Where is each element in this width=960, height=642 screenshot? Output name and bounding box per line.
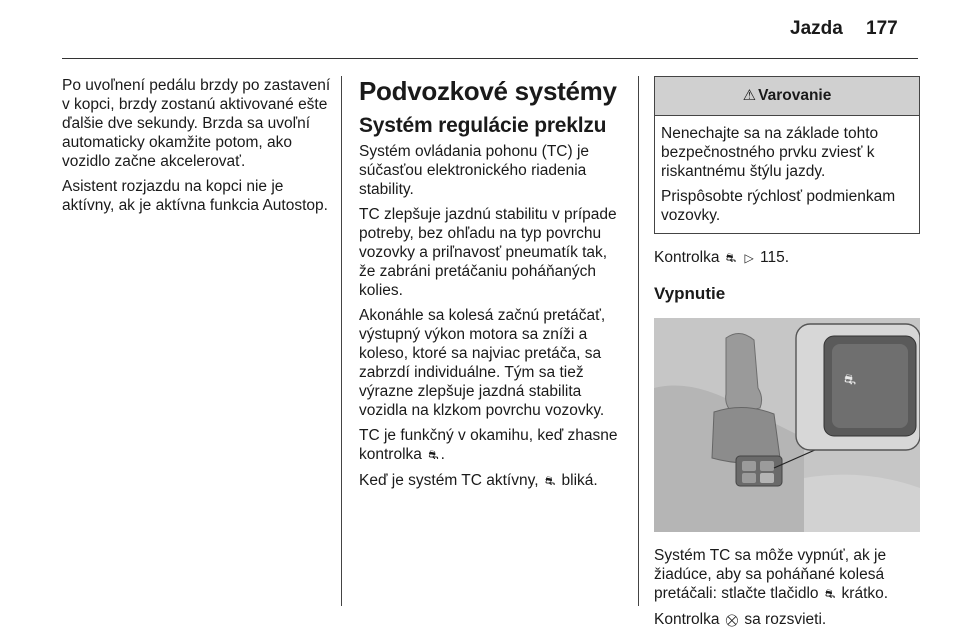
paragraph-text: Systém TC sa môže vypnúť, ak je žiadúce, aby sa poháňané kolesá pretáčali: stlačte tlačidlo [654,547,887,602]
subsection-heading: Vypnutie [654,284,726,303]
column-1 [62,76,332,221]
paragraph: Nenechajte sa na základe tohto bezpečnostného prvku zviesť k riskantnému štýlu jazdy. [661,125,879,180]
paragraph-text: sa rozsvieti. [744,611,827,628]
traction-control-off-icon: ⛒ [725,613,739,627]
header-rule [62,58,918,59]
paragraph-text: 115. [760,249,790,266]
subsection-heading: Systém regulácie preklzu [359,114,607,137]
paragraph: Systém ovládania pohonu (TC) je súčasťou elektronického riadenia stability. [359,143,590,198]
svg-text:⛐: ⛐ [844,372,857,388]
paragraph-text: bliká. [561,472,598,489]
paragraph-text: TC je funkčný v okamihu, keď zhasne kontrolka [359,427,618,463]
section-heading: Podvozkové systémy [359,76,617,106]
traction-control-icon: ⛐ [824,587,836,601]
column-divider [341,76,342,606]
paragraph [654,610,920,630]
column-3 [654,76,920,636]
traction-control-icon: ⛐ [544,474,556,488]
paragraph [654,248,920,268]
traction-control-icon: ⛐ [725,251,737,265]
paragraph: Asistent rozjazdu na kopci nie je aktívny, ak je aktívna funkcia Autostop. [62,178,328,214]
paragraph [654,546,920,604]
paragraph-text: Kontrolka [654,611,720,628]
paragraph: TC zlepšuje jazdnú stabilitu v prípade potreby, bez ohľadu na typ povrchu vozovky a priľnavosť pneumatík tak, že zabráni pretáčaniu poháňaných kolies. [359,206,617,299]
warning-body [655,116,919,233]
paragraph: Prispôsobte rýchlosť podmienkam vozovky. [661,188,896,224]
paragraph-text: Keď je systém TC aktívny, [359,472,539,489]
warning-header [655,77,919,116]
warning-triangle-icon: ⚠ [742,87,757,104]
paragraph: Po uvoľnení pedálu brzdy po zastavení v kopci, brzdy zostanú aktivované ešte ďalšie dve sekundy. Brzda sa uvoľní automaticky okamžite potom, ako vozidlo začne akcelerovať. [62,77,331,170]
paragraph [359,471,627,491]
warning-title: Varovanie [758,87,832,104]
paragraph-text: krátko. [841,585,889,602]
paragraph: Akonáhle sa kolesá začnú pretáčať, výstupný výkon motora sa zníži a koleso, ktoré sa najviac pretáča, sa zabrzdí individuálne. Tým sa tiež výrazne zlepšuje jazdná stabilita vozidla na klzkom povrchu vozovky. [359,307,606,419]
paragraph-text: . [440,446,445,463]
column-divider [638,76,639,606]
column-2 [359,76,627,497]
paragraph-text: Kontrolka [654,249,720,266]
page-number: 177 [866,18,898,39]
warning-box [654,76,920,234]
traction-control-icon: ⛐ [428,448,439,462]
page-header [0,0,960,60]
page-reference-icon: ▷ [744,251,754,265]
section-title: Jazda [790,18,843,39]
tc-button-photo [654,318,920,532]
paragraph [359,426,627,465]
tc-button-illustration [654,318,920,532]
